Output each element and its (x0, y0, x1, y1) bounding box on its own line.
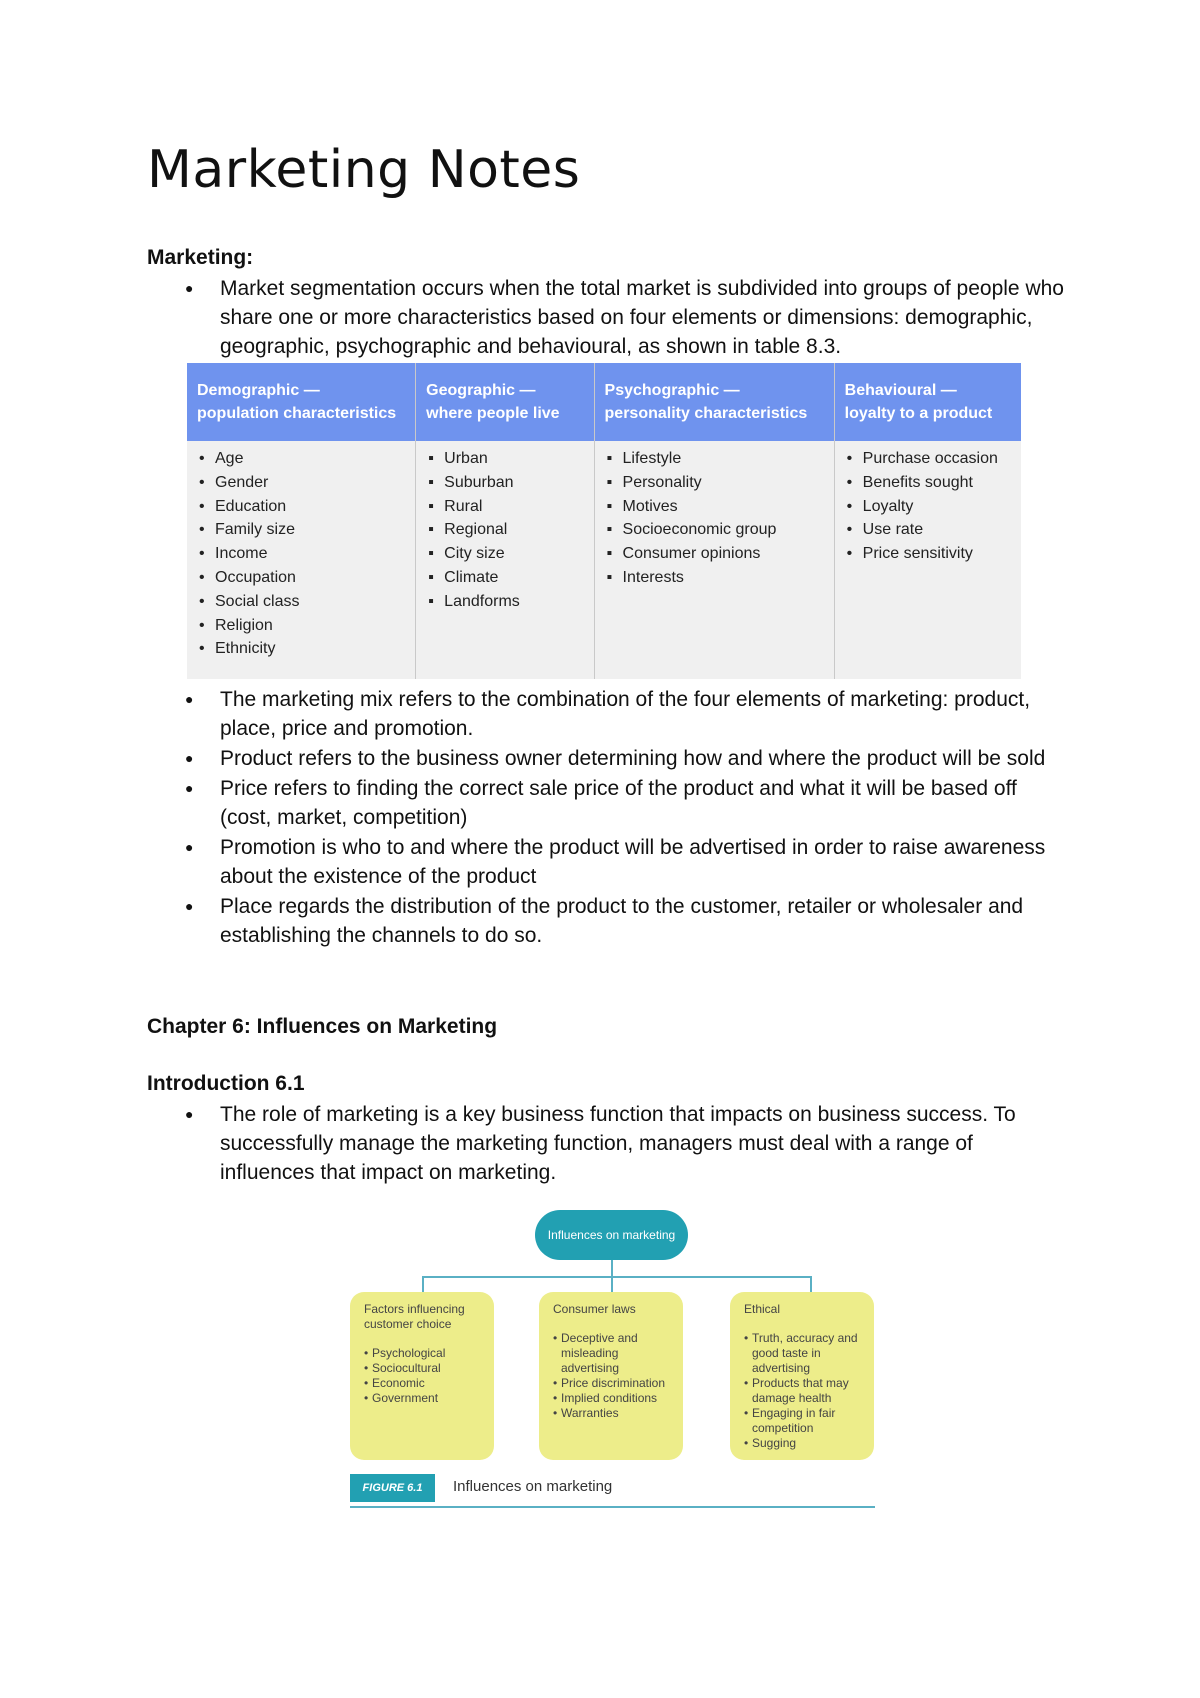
table-cell-item: ▪ Personality (605, 471, 824, 495)
branch-list (364, 1346, 480, 1406)
list-item: ● Price refers to finding the correct sale price of the product and what it will be based off (cost, market, competition) (185, 774, 1065, 832)
table-cell-item: • Use rate (845, 518, 1011, 542)
chapter-heading: Chapter 6: Influences on Marketing (147, 1015, 498, 1038)
branch-item: • Psychological (364, 1346, 480, 1361)
table-header-cell: Psychographic — personality characteristics (595, 363, 834, 441)
section-heading-marketing: Marketing: (147, 246, 254, 269)
table-cell-item: ▪ Regional (426, 518, 583, 542)
table-header-cell: Behavioural — loyalty to a product (835, 363, 1021, 441)
table-cell-item: ▪ Urban (426, 447, 583, 471)
marketing-mix-list (185, 685, 1065, 950)
branch-item: • Products that may damage health (744, 1376, 860, 1406)
table-cell-item: • Loyalty (845, 495, 1011, 519)
branch-item: • Truth, accuracy and good taste in advertising (744, 1331, 860, 1376)
diagram-connector (422, 1276, 424, 1292)
list-item: ● Product refers to the business owner determining how and where the product will be sold (185, 744, 1065, 773)
branch-title: Factors influencing customer choice (364, 1302, 465, 1331)
table-cell-item: • Ethnicity (197, 637, 405, 661)
branch-item: • Sociocultural (364, 1361, 480, 1376)
table-cell-item: • Purchase occasion (845, 447, 1011, 471)
branch-item: • Engaging in fair competition (744, 1406, 860, 1436)
table-cell-item: ▪ Landforms (426, 590, 583, 614)
diagram-connector (810, 1276, 812, 1292)
diagram-branch-customer-choice (350, 1292, 494, 1460)
diagram-root-node: Influences on marketing (535, 1210, 688, 1260)
table-cell-list (595, 441, 834, 596)
branch-item: • Implied conditions (553, 1391, 669, 1406)
table-column-behavioural (835, 363, 1021, 679)
branch-item: • Government (364, 1391, 480, 1406)
table-cell-item: • Religion (197, 614, 405, 638)
list-item: ● Place regards the distribution of the product to the customer, retailer or wholesaler and establishing the channels to do so. (185, 892, 1065, 950)
figure-label: FIGURE 6.1 (350, 1474, 435, 1502)
table-header-cell: Demographic — population characteristics (187, 363, 415, 441)
table-cell-item: • Family size (197, 518, 405, 542)
table-cell-item: ▪ Climate (426, 566, 583, 590)
table-cell-list (835, 441, 1021, 572)
table-cell-item: ▪ Lifestyle (605, 447, 824, 471)
introduction-list (185, 1100, 1065, 1187)
table-cell-item: ▪ City size (426, 542, 583, 566)
table-cell-item: • Occupation (197, 566, 405, 590)
table-cell-item: • Social class (197, 590, 405, 614)
branch-item: • Price discrimination (553, 1376, 669, 1391)
figure-caption: Influences on marketing (453, 1478, 613, 1495)
table-cell-item: • Benefits sought (845, 471, 1011, 495)
table-cell-item: ▪ Suburban (426, 471, 583, 495)
section-heading-introduction: Introduction 6.1 (147, 1072, 305, 1095)
segmentation-table (187, 363, 1021, 679)
table-cell-item: • Gender (197, 471, 405, 495)
branch-item: • Sugging (744, 1436, 860, 1451)
branch-title: Consumer laws (553, 1302, 636, 1316)
table-column-geographic (416, 363, 594, 679)
diagram-branch-consumer-laws (539, 1292, 683, 1460)
table-cell-list (416, 441, 593, 620)
table-cell-item: • Age (197, 447, 405, 471)
table-cell-item: ▪ Socioeconomic group (605, 518, 824, 542)
table-cell-item: ▪ Interests (605, 566, 824, 590)
table-header-cell: Geographic — where people live (416, 363, 593, 441)
table-column-demographic (187, 363, 416, 679)
branch-item: • Economic (364, 1376, 480, 1391)
diagram-connector (422, 1276, 812, 1278)
table-cell-item: ▪ Rural (426, 495, 583, 519)
table-cell-item: • Price sensitivity (845, 542, 1011, 566)
branch-item: • Warranties (553, 1406, 669, 1421)
branch-item: • Deceptive and misleading advertising (553, 1331, 669, 1376)
table-cell-item: • Education (197, 495, 405, 519)
table-cell-item: ▪ Consumer opinions (605, 542, 824, 566)
page-title: Marketing Notes (147, 140, 581, 200)
diagram-connector (611, 1260, 613, 1276)
branch-list (744, 1331, 860, 1451)
branch-title: Ethical (744, 1302, 781, 1316)
table-column-psychographic (595, 363, 835, 679)
diagram-branch-ethical (730, 1292, 874, 1460)
influences-diagram (350, 1210, 875, 1510)
table-cell-item: • Income (197, 542, 405, 566)
list-item: ● Market segmentation occurs when the total market is subdivided into groups of people who share one or more characteristics based on four elements or dimensions: demographic, geographic, psychographic and behavioural, as shown in table 8.3. (185, 274, 1065, 361)
list-item: ● The marketing mix refers to the combination of the four elements of marketing: product, place, price and promotion. (185, 685, 1065, 743)
figure-caption-bar (350, 1472, 875, 1508)
table-cell-item: ▪ Motives (605, 495, 824, 519)
table-cell-list (187, 441, 415, 667)
diagram-connector (611, 1276, 613, 1292)
list-item: ● The role of marketing is a key business function that impacts on business success. To successfully manage the marketing function, managers must deal with a range of influences that impact on marketing. (185, 1100, 1065, 1187)
segmentation-intro-list (185, 274, 1065, 361)
list-item: ● Promotion is who to and where the product will be advertised in order to raise awareness about the existence of the product (185, 833, 1065, 891)
branch-list (553, 1331, 669, 1421)
